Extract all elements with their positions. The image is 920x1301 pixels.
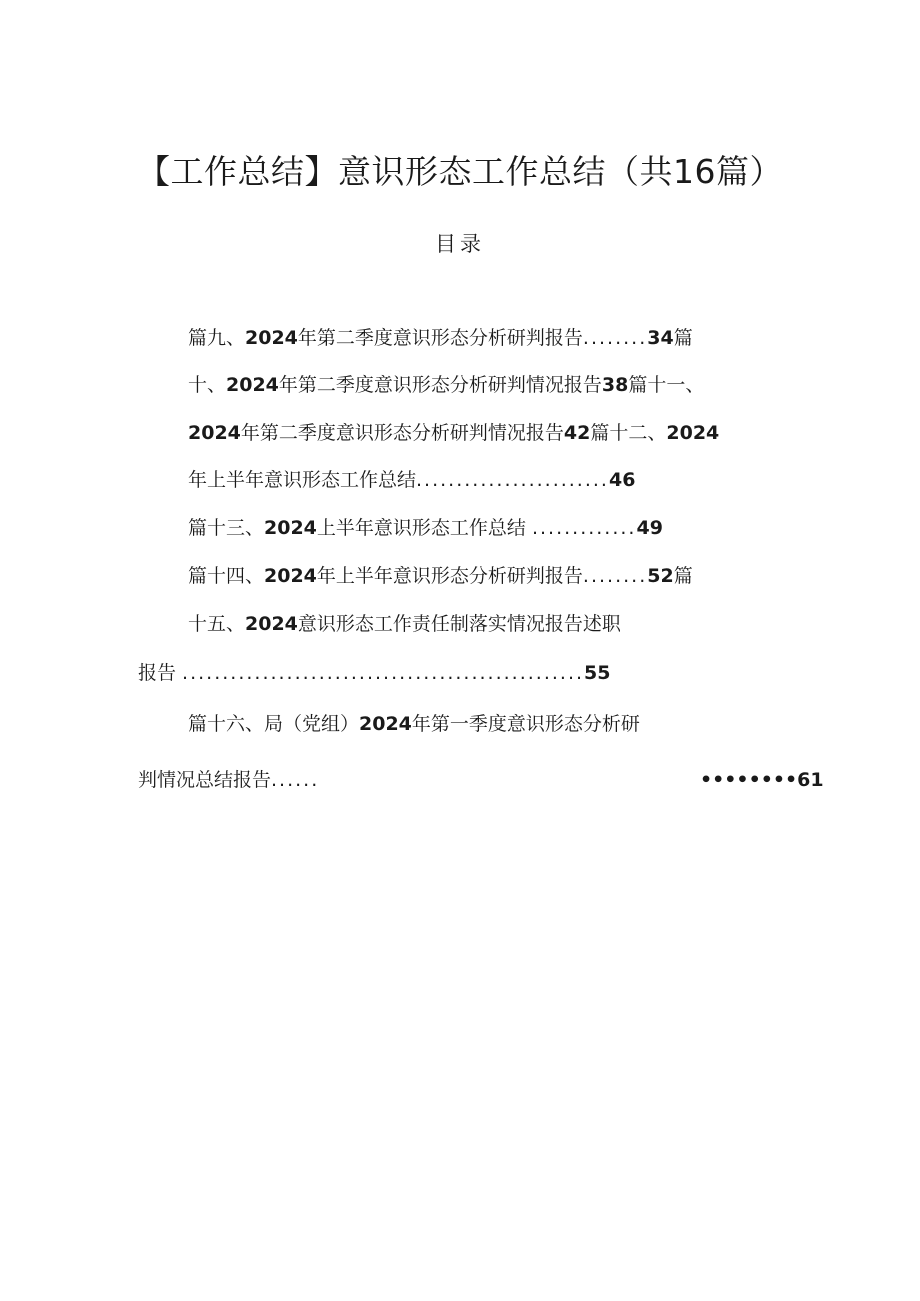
toc-line-2: 十、2024年第二季度意识形态分析研判情况报告38篇十一、 (188, 374, 705, 396)
toc-line-8: 报告 ..................................................55 (138, 662, 611, 684)
toc-line-9: 篇十六、局（党组）2024年第一季度意识形态分析研 (188, 713, 640, 735)
document-title: 【工作总结】意识形态工作总结（共16篇） (137, 152, 783, 191)
toc-heading: 目录 (435, 232, 485, 256)
toc-line-3: 2024年第二季度意识形态分析研判情况报告42篇十二、2024 (188, 422, 720, 444)
toc-line-4: 年上半年意识形态工作总结........................46 (188, 469, 636, 491)
toc-line-10: 判情况总结报告...... (138, 769, 320, 791)
toc-line-6: 篇十四、2024年上半年意识形态分析研判报告........52篇 (188, 565, 693, 587)
toc-last-page-number: ••••••••61 (700, 769, 824, 791)
toc-line-1: 篇九、2024年第二季度意识形态分析研判报告........34篇 (188, 327, 693, 349)
toc-line-7: 十五、2024意识形态工作责任制落实情况报告述职 (188, 613, 621, 635)
toc-line-5: 篇十三、2024上半年意识形态工作总结 .............49 (188, 517, 663, 539)
